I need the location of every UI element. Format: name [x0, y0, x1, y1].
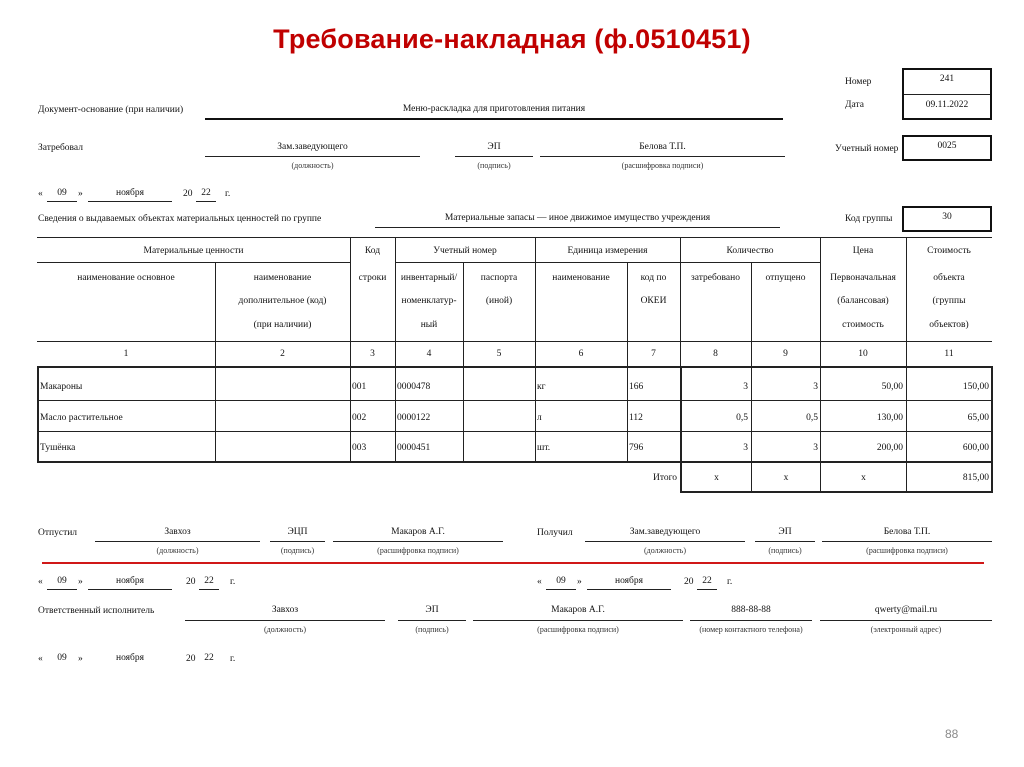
date3-year-line	[697, 589, 717, 590]
tbl-num-bottom	[37, 366, 992, 368]
th-stoim-1: Стоимость	[927, 246, 971, 256]
date4-open-quote: «	[38, 654, 43, 664]
th-kod-1: Код	[364, 246, 381, 256]
poluchil-label: Получил	[537, 528, 573, 538]
row-okei: 166	[629, 382, 644, 392]
tbl-sub-line-2	[395, 262, 820, 263]
uchetny-value: 0025	[937, 141, 957, 151]
row-cena: 50,00	[881, 382, 903, 392]
tbl-v-left-body	[37, 366, 39, 462]
date4-suffix: г.	[230, 654, 236, 664]
otv-signature: ЭП	[425, 605, 439, 615]
otv-cap-podpis: (подпись)	[415, 625, 449, 634]
th-inv-3: ный	[420, 320, 438, 330]
zatreboval-signature-line	[455, 156, 533, 157]
row-name: Тушёнка	[40, 443, 76, 453]
date2-open-quote: «	[38, 577, 43, 587]
uchetny-label: Учетный номер	[835, 144, 899, 154]
zatreboval-cap-dolzhnost: (должность)	[291, 161, 334, 170]
date1-open-quote: «	[38, 189, 43, 199]
row-stoim: 150,00	[962, 382, 989, 392]
zatreboval-position: Зам.заведующего	[277, 142, 348, 152]
date1-year: 22	[201, 188, 211, 198]
doc-osnovanie-value: Меню-раскладка для приготовления питания	[402, 104, 586, 114]
poluchil-cap-rasshifrovka: (расшифровка подписи)	[866, 546, 948, 555]
date4-day: 09	[57, 653, 67, 663]
row-otp: 0,5	[806, 413, 818, 423]
tbl-header-bottom	[37, 341, 992, 342]
col-number: 2	[280, 349, 285, 359]
th-naim-dop-1: наименование	[253, 273, 312, 283]
tbl-v-5-body	[463, 366, 464, 462]
date1-suffix: г.	[225, 189, 231, 199]
red-underline	[42, 562, 984, 564]
kod-gruppy-value: 30	[942, 212, 952, 222]
col-number: 11	[944, 349, 954, 359]
th-pasp-1: паспорта	[480, 273, 518, 283]
otpustil-cap-dolzhnost: (должность)	[156, 546, 199, 555]
th-mat-cennosti: Материальные ценности	[143, 246, 244, 256]
otpustil-cap-rasshifrovka: (расшифровка подписи)	[377, 546, 459, 555]
date2-day-line	[47, 589, 77, 590]
zatreboval-cap-podpis: (подпись)	[477, 161, 511, 170]
th-naim-dop-3: (при наличии)	[253, 320, 312, 330]
otv-position: Завхоз	[271, 605, 299, 615]
row-otp: 3	[813, 382, 818, 392]
row-otp: 3	[813, 443, 818, 453]
zatreboval-cap-rasshifrovka: (расшифровка подписи)	[621, 161, 704, 170]
date2-close-quote: »	[78, 577, 83, 587]
svedeniya-value: Материальные запасы — иное движимое имущество учреждения	[444, 213, 711, 223]
tbl-v-4-body	[395, 366, 396, 462]
date1-year-line	[196, 201, 216, 202]
col-number: 4	[426, 349, 432, 359]
th-pasp-2: (иной)	[485, 296, 513, 306]
tbl-row1-bottom	[37, 400, 992, 401]
otpustil-name: Макаров А.Г.	[391, 527, 445, 537]
tbl-v-3-body	[350, 366, 351, 462]
col-number: 1	[123, 349, 129, 359]
row-inv: 0000451	[397, 443, 431, 453]
poluchil-name-line	[822, 541, 992, 542]
date2-year-line	[199, 589, 219, 590]
th-ed-naim: наименование	[552, 273, 610, 283]
otpustil-name-line	[333, 541, 503, 542]
itogo-x: x	[783, 473, 789, 483]
poluchil-cap-podpis: (подпись)	[768, 546, 802, 555]
row-kod: 002	[352, 413, 367, 423]
tbl-itogo-bottom	[680, 491, 992, 493]
th-uchetny: Учетный номер	[433, 246, 497, 256]
date3-year: 22	[702, 576, 712, 586]
date1-day: 09	[57, 188, 67, 198]
doc-osnovanie-label: Документ-основание (при наличии)	[38, 105, 184, 115]
row-cena: 130,00	[876, 413, 903, 423]
otv-email: qwerty@mail.ru	[874, 605, 938, 615]
row-ed: кг	[537, 382, 546, 392]
row-okei: 112	[629, 413, 643, 423]
row-cena: 200,00	[876, 443, 903, 453]
date3-month-line	[587, 589, 671, 590]
date3-day: 09	[556, 576, 566, 586]
row-stoim: 600,00	[962, 443, 989, 453]
date2-year-prefix: 20	[186, 577, 196, 587]
nomer-value: 241	[939, 74, 955, 84]
tbl-sub-line-1	[37, 262, 350, 263]
poluchil-signature: ЭП	[778, 527, 792, 537]
poluchil-cap-dolzhnost: (должность)	[644, 546, 686, 555]
th-cena-4: стоимость	[842, 320, 884, 330]
row-zatreb: 3	[743, 443, 748, 453]
svedeniya-label: Сведения о выдаваемых объектах материальных ценностей по группе	[38, 214, 322, 224]
date3-suffix: г.	[727, 577, 733, 587]
row-kod: 001	[352, 382, 367, 392]
otv-position-line	[185, 620, 385, 621]
th-okei-1: код по	[640, 273, 667, 283]
row-stoim: 65,00	[967, 413, 989, 423]
zatreboval-label: Затребовал	[38, 143, 83, 153]
itogo-x: x	[861, 473, 866, 483]
col-number: 5	[496, 349, 502, 359]
date1-month-line	[88, 201, 172, 202]
row-name: Макароны	[40, 382, 83, 392]
date4-month: ноября	[116, 653, 144, 663]
poluchil-name: Белова Т.П.	[883, 527, 931, 537]
row-inv: 0000478	[397, 382, 431, 392]
date4-year: 22	[204, 653, 214, 663]
row-kod: 003	[352, 443, 367, 453]
poluchil-signature-line	[755, 541, 815, 542]
itogo-sum: 815,00	[962, 473, 989, 483]
otv-label: Ответственный исполнитель	[38, 606, 155, 616]
th-kolichestvo: Количество	[726, 246, 774, 256]
th-cena-2: Первоначальная	[830, 273, 896, 283]
th-zatreb: затребовано	[691, 273, 740, 283]
otv-phone-line	[690, 620, 812, 621]
tbl-top-line	[37, 237, 992, 238]
date2-suffix: г.	[230, 577, 236, 587]
date2-month: ноября	[116, 576, 144, 586]
col-number: 10	[858, 349, 868, 359]
slide-title: Требование-накладная (ф.0510451)	[273, 24, 751, 54]
th-ed-izm: Единица измерения	[567, 246, 648, 256]
doc-osnovanie-line	[205, 118, 783, 120]
date3-day-line	[546, 589, 576, 590]
otpustil-label: Отпустил	[38, 528, 78, 538]
tbl-row2-bottom	[37, 431, 992, 432]
date4-year-prefix: 20	[186, 654, 196, 664]
col-number: 9	[783, 349, 788, 359]
th-stoim-2: объекта	[933, 273, 965, 283]
otv-signature-line	[398, 620, 466, 621]
row-zatreb: 0,5	[736, 413, 748, 423]
date3-month: ноября	[615, 576, 643, 586]
th-naim-dop-2: дополнительное (код)	[238, 296, 327, 306]
col-number: 6	[578, 349, 584, 359]
date2-year: 22	[204, 576, 214, 586]
date2-day: 09	[57, 576, 67, 586]
otpustil-position: Завхоз	[164, 527, 191, 537]
date1-day-line	[47, 201, 77, 202]
th-stoim-4: объектов)	[929, 320, 969, 330]
col-number: 8	[713, 349, 718, 359]
otpustil-signature: ЭЦП	[287, 527, 308, 537]
otpustil-cap-podpis: (подпись)	[280, 546, 315, 555]
otv-cap-email: (электронный адрес)	[870, 625, 942, 634]
otv-email-line	[820, 620, 992, 621]
data-label: Дата	[845, 100, 864, 110]
tbl-v-2-body	[215, 366, 216, 462]
tbl-row3-bottom	[37, 461, 992, 463]
row-inv: 0000122	[397, 413, 431, 423]
zatreboval-name: Белова Т.П.	[639, 142, 686, 152]
th-inv-2: номенклатур-	[401, 296, 457, 306]
itogo-label: Итого	[652, 473, 677, 483]
date4-close-quote: »	[78, 654, 83, 664]
row-okei: 796	[629, 443, 644, 453]
otpustil-signature-line	[270, 541, 325, 542]
th-otpusch: отпущено	[765, 273, 806, 283]
svedeniya-line	[375, 227, 780, 228]
tbl-v-6-body	[535, 366, 536, 462]
th-cena-3: (балансовая)	[837, 296, 889, 306]
col-number: 3	[370, 349, 375, 359]
row-ed: л	[537, 413, 542, 423]
date1-month: ноября	[116, 188, 144, 198]
poluchil-position-line	[585, 541, 745, 542]
zatreboval-position-line	[205, 156, 420, 157]
th-kod-2: строки	[358, 273, 387, 283]
otv-cap-dolzhnost: (должность)	[264, 625, 306, 634]
otpustil-position-line	[95, 541, 260, 542]
th-inv-1: инвентарный/	[400, 273, 458, 283]
otv-name-line	[473, 620, 683, 621]
otv-phone: 888-88-88	[731, 605, 771, 615]
tbl-v-7-body	[627, 366, 628, 462]
col-number: 7	[651, 349, 656, 359]
date2-month-line	[88, 589, 172, 590]
th-naim-osn: наименование основное	[77, 273, 175, 283]
row-zatreb: 3	[743, 382, 748, 392]
zatreboval-signature: ЭП	[487, 142, 501, 152]
th-stoim-3: (группы	[932, 296, 966, 306]
date3-close-quote: »	[577, 577, 582, 587]
otv-cap-rasshifrovka: (расшифровка подписи)	[537, 625, 619, 634]
kod-gruppy-label: Код группы	[845, 214, 893, 224]
date3-open-quote: «	[537, 577, 542, 587]
otv-cap-phone: (номер контактного телефона)	[699, 625, 803, 634]
date3-year-prefix: 20	[684, 577, 694, 587]
th-cena-1: Цена	[852, 246, 874, 256]
poluchil-position: Зам.заведующего	[629, 527, 701, 537]
zatreboval-name-line	[540, 156, 785, 157]
itogo-x: x	[714, 473, 719, 483]
nomer-label: Номер	[845, 77, 872, 87]
data-value: 09.11.2022	[925, 100, 969, 110]
page-number: 88	[945, 727, 959, 741]
tbl-v-right-body	[991, 366, 993, 493]
otv-name: Макаров А.Г.	[551, 605, 605, 615]
date1-year-prefix: 20	[183, 189, 193, 199]
row-name: Масло растительное	[40, 413, 123, 423]
date1-close-quote: »	[78, 189, 83, 199]
row-ed: шт.	[537, 443, 551, 453]
th-okei-2: ОКЕИ	[640, 296, 667, 306]
